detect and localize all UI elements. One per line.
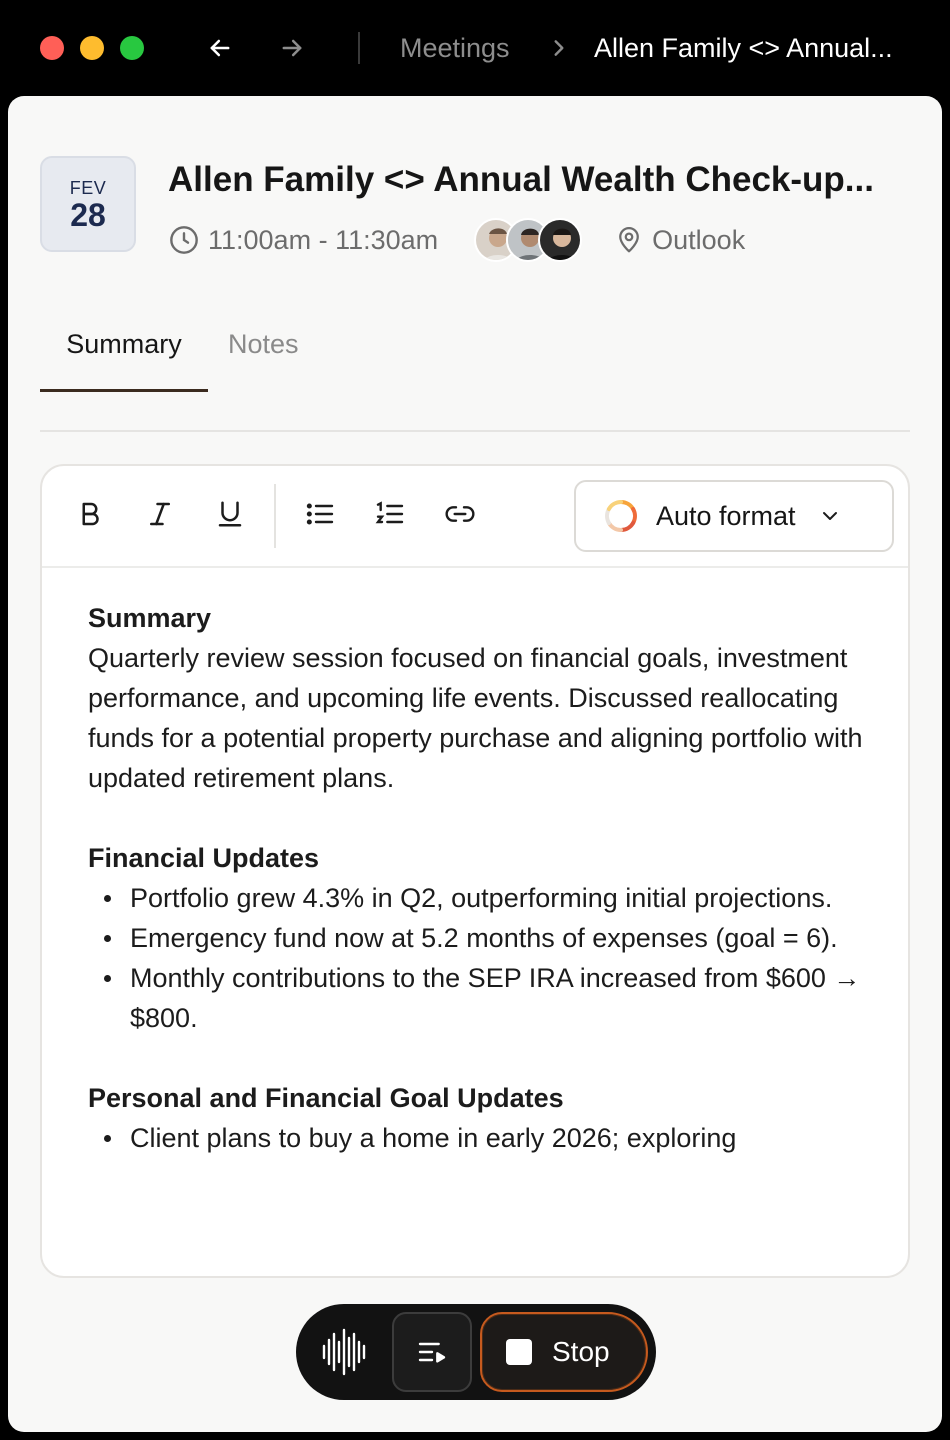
bullet-list-icon xyxy=(304,498,336,530)
list-item: Client plans to buy a home in early 2026; exploring xyxy=(130,1118,868,1158)
forward-button[interactable] xyxy=(274,30,310,66)
italic-button[interactable] xyxy=(140,494,180,534)
clock-icon xyxy=(168,224,200,256)
arrow-left-icon xyxy=(206,34,234,62)
underline-button[interactable] xyxy=(210,494,250,534)
location-pin-icon xyxy=(614,225,644,255)
numbered-list-icon xyxy=(374,498,406,530)
tabs-divider xyxy=(40,430,910,432)
breadcrumb-meetings[interactable]: Meetings xyxy=(400,33,510,63)
arrow-right-icon xyxy=(278,34,306,62)
auto-format-dropdown[interactable] xyxy=(574,480,894,552)
auto-format-label: Auto format xyxy=(656,500,796,531)
attendee-avatars[interactable] xyxy=(474,218,582,262)
avatar[interactable] xyxy=(538,218,582,262)
window-titlebar xyxy=(0,0,950,96)
transcript-button[interactable] xyxy=(392,1312,472,1392)
list-item: Emergency fund now at 5.2 months of expenses (goal = 6). xyxy=(130,918,868,958)
bold-button[interactable] xyxy=(70,494,110,534)
section-heading: Personal and Financial Goal Updates xyxy=(88,1083,564,1113)
section-heading: Summary xyxy=(88,603,212,633)
format-toolbar xyxy=(42,466,908,568)
stop-square-icon xyxy=(506,1339,532,1365)
goal-updates-list xyxy=(88,1118,868,1158)
link-icon xyxy=(444,498,476,530)
meeting-meta xyxy=(168,216,745,264)
list-item: Monthly contributions to the SEP IRA increased from $600 → $800. xyxy=(130,958,868,1038)
numbered-list-button[interactable] xyxy=(370,494,410,534)
tab-notes[interactable]: Notes xyxy=(228,329,299,359)
meeting-time: 11:00am - 11:30am xyxy=(208,224,439,255)
toolbar-divider xyxy=(274,484,276,548)
bullet-list-button[interactable] xyxy=(300,494,340,534)
link-button[interactable] xyxy=(440,494,480,534)
recording-controls xyxy=(296,1304,656,1400)
close-window-button[interactable] xyxy=(40,36,64,60)
back-button[interactable] xyxy=(202,30,238,66)
meeting-window xyxy=(8,96,942,1432)
editor-content[interactable] xyxy=(88,598,868,1158)
audio-waveform-icon[interactable] xyxy=(314,1324,374,1380)
summary-editor[interactable] xyxy=(40,464,910,1278)
tab-bar xyxy=(40,316,910,392)
underline-icon xyxy=(215,499,245,529)
breadcrumb-chevron-icon xyxy=(548,30,570,66)
tab-summary[interactable]: Summary xyxy=(40,316,208,392)
list-item: Portfolio grew 4.3% in Q2, outperforming initial projections. xyxy=(130,878,868,918)
italic-icon xyxy=(145,499,175,529)
meeting-location: Outlook xyxy=(652,224,746,255)
maximize-window-button[interactable] xyxy=(120,36,144,60)
section-heading: Financial Updates xyxy=(88,843,320,873)
spinner-ring-icon xyxy=(604,499,638,533)
breadcrumb-current: Allen Family <> Annual... xyxy=(594,33,893,63)
chevron-down-icon xyxy=(818,504,842,528)
stop-label: Stop xyxy=(552,1336,610,1367)
stop-recording-button[interactable] xyxy=(480,1312,648,1392)
bold-icon xyxy=(75,499,105,529)
titlebar-divider xyxy=(358,32,360,64)
financial-updates-list xyxy=(88,878,868,1038)
meeting-title: Allen Family <> Annual Wealth Check-up... xyxy=(168,160,874,199)
minimize-window-button[interactable] xyxy=(80,36,104,60)
date-badge xyxy=(40,156,136,252)
date-day: 28 xyxy=(70,197,106,233)
date-month: FEV xyxy=(69,178,107,198)
list-play-icon xyxy=(416,1336,448,1368)
summary-paragraph: Quarterly review session focused on financial goals, investment performance, and upcoming life events. Discussed reallocating funds for a potential property purchase and aligning portfolio with updated retirement plans. xyxy=(88,643,863,793)
